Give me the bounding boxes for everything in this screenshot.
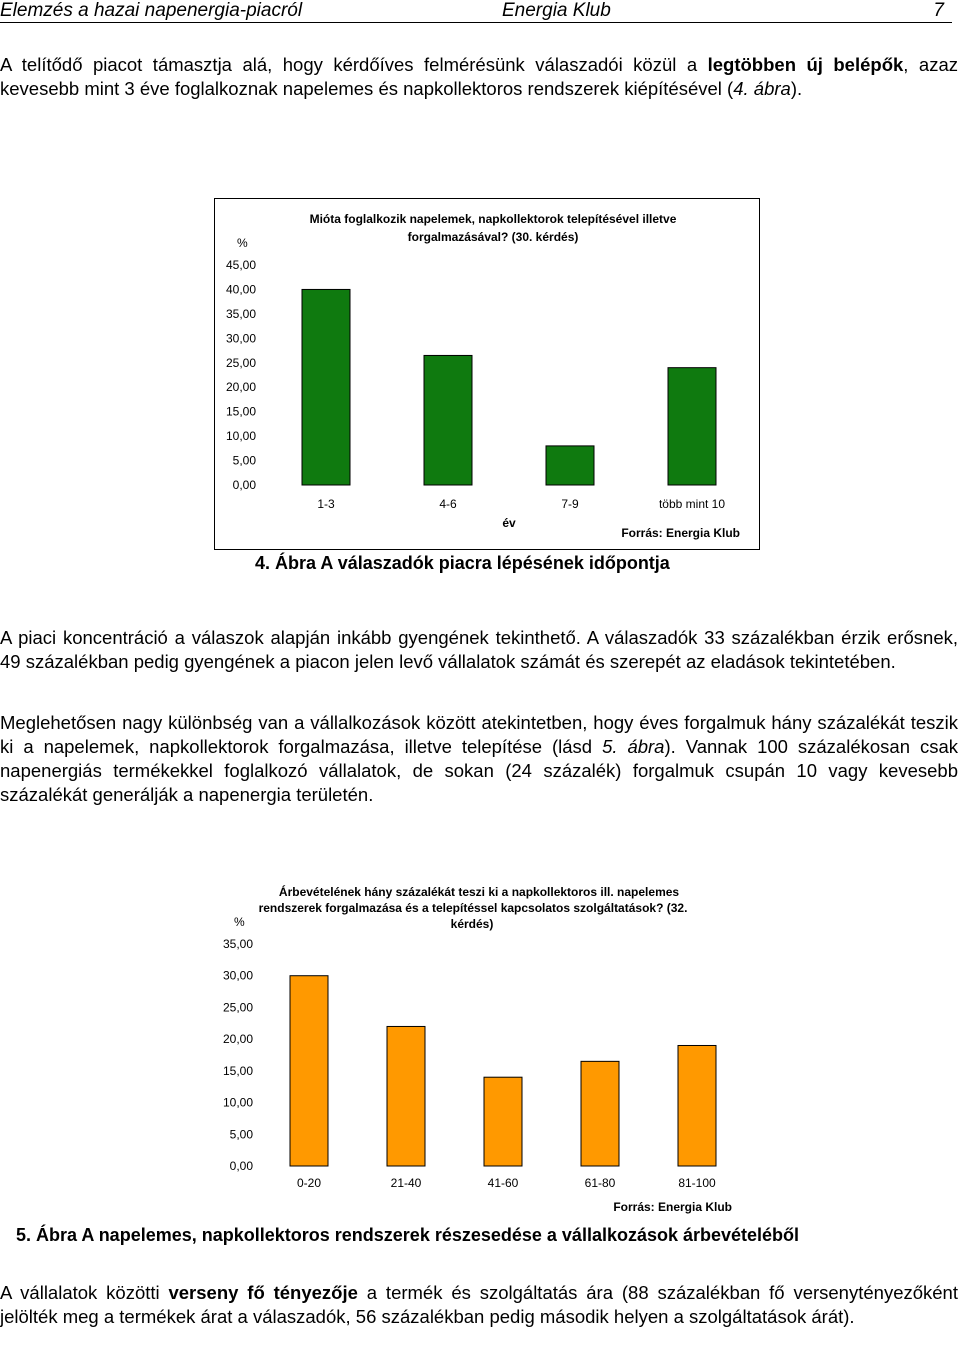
x-tick-label: 21-40: [390, 1176, 422, 1190]
y-tick-label: 20,00: [225, 380, 256, 395]
bar-4-6: [424, 355, 472, 485]
paragraph-text: A telítődő piacot támasztja alá, hogy kérdőíves felmérésünk válaszadói közül a: [0, 54, 708, 75]
y-tick-label: 10,00: [225, 429, 256, 444]
figure4-caption: 4. Ábra A válaszadók piacra lépésének időpontja: [255, 553, 670, 573]
x-tick-label: 81-100: [678, 1176, 716, 1190]
y-tick-label: 25,00: [222, 1000, 253, 1015]
paragraph-market-concentration: A piaci koncentráció a válaszok alapján inkább gyengének tekinthető. A válaszadók 33 százalékban érzik erősnek, 49 százalékban pedig gyengének a piacon jelen levő vállalatok számát és szerepét az eladások tekintetében.: [0, 627, 958, 672]
bar-1-3: [302, 289, 350, 485]
header-page-number: 7: [933, 0, 944, 21]
chart-title-line1: Árbevételének hány százalékát teszi ki a napkollektoros ill. napelemes: [278, 885, 680, 899]
paragraph-text: ).: [790, 78, 803, 99]
x-tick-label: 4-6: [439, 497, 457, 511]
x-axis-title: év: [502, 516, 516, 530]
emphasis-competition-factor: verseny fő tényezője: [168, 1282, 358, 1303]
figure4-chart: [214, 198, 760, 550]
paragraph-text: , azaz kevesebb mint 3 éve foglalkoznak napelemes és napkollektoros rendszerek kiépítésével (: [0, 54, 958, 99]
bar-0-20: [290, 976, 328, 1166]
y-tick-label: 0,00: [229, 1159, 253, 1173]
chart-source: Forrás: Energia Klub: [613, 1200, 732, 1214]
figure5-chart-svg: [190, 876, 760, 1220]
y-tick-label: 15,00: [222, 1063, 253, 1078]
chart-title-line2: forgalmazásával? (30. kérdés): [407, 230, 579, 244]
y-tick-label: 30,00: [222, 968, 253, 983]
y-tick-label: 45,00: [225, 258, 256, 272]
header-document-title: Elemzés a hazai napenergia-piacról: [0, 0, 303, 21]
paragraph-competition-factors: [0, 1281, 958, 1329]
figure-reference: 4. ábra: [733, 78, 791, 99]
y-tick-label: 15,00: [225, 404, 256, 419]
x-tick-label: 1-3: [317, 497, 335, 511]
chart-title-line2: rendszerek forgalmazása és a telepítéssel kapcsolatos szolgáltatások? (32.: [258, 901, 688, 915]
chart-title-line3: kérdés): [450, 917, 494, 931]
figure5-caption: 5. Ábra A napelemes, napkollektoros rendszerek részesedése a vállalkozások árbevételéből: [16, 1225, 800, 1245]
bar-41-60: [484, 1077, 522, 1166]
chart-title-line1: Mióta foglalkozik napelemek, napkollektorok telepítésével illetve: [309, 212, 677, 226]
y-tick-label: 5,00: [232, 453, 256, 468]
x-tick-label: több mint 10: [658, 497, 726, 511]
x-tick-label: 0-20: [296, 1176, 322, 1190]
paragraph-text: a termék és szolgáltatás ára (88 százalékban fő versenytényezőként jelölték meg a termékek árat a válaszadók, 56 százalékban pedig második helyen a szolgáltatások árát).: [0, 1282, 958, 1327]
y-axis-unit-label: %: [237, 236, 248, 250]
paragraph-market-saturation: [0, 53, 958, 101]
paragraph-revenue-differences: [0, 711, 958, 807]
figure5-chart: [190, 876, 760, 1220]
y-tick-label: 0,00: [232, 478, 256, 492]
bar-21-40: [387, 1026, 425, 1166]
y-axis-unit-label: %: [234, 915, 245, 929]
bar-81-100: [678, 1045, 716, 1166]
bar-több mint 10: [668, 368, 716, 485]
bar-61-80: [581, 1061, 619, 1166]
paragraph-text: A vállalatok közötti: [0, 1282, 169, 1303]
emphasis-new-entrants: legtöbben új belépők: [707, 54, 904, 75]
paragraph-text: ). Vannak 100 százalékosan csak napenergiás termékekkel foglalkozó vállalatok, de sokan (24 százalék) forgalmuk csupán 10 vagy kevesebb százalékát generálják a napenergia területén.: [0, 736, 958, 805]
y-tick-label: 25,00: [225, 355, 256, 370]
x-tick-label: 41-60: [487, 1176, 519, 1190]
y-tick-label: 35,00: [225, 306, 256, 321]
y-tick-label: 20,00: [222, 1032, 253, 1047]
chart-source: Forrás: Energia Klub: [621, 526, 740, 540]
y-tick-label: 10,00: [222, 1095, 253, 1110]
y-tick-label: 40,00: [225, 282, 256, 297]
bar-7-9: [546, 446, 594, 485]
paragraph-text: Meglehetősen nagy különbség van a vállalkozások között atekintetben, hogy éves forgalmuk hány százalékát teszik ki a napelemek, napkollektorok forgalmazása, illetve telepítése (lásd: [0, 712, 958, 757]
page-header: [0, 0, 952, 23]
figure4-chart-svg: [215, 199, 759, 549]
y-tick-label: 5,00: [229, 1127, 253, 1142]
y-tick-label: 30,00: [225, 331, 256, 346]
x-tick-label: 7-9: [561, 497, 579, 511]
y-tick-label: 35,00: [222, 937, 253, 951]
header-organization: Energia Klub: [502, 0, 611, 21]
x-tick-label: 61-80: [584, 1176, 616, 1190]
figure-reference: 5. ábra: [602, 736, 665, 757]
